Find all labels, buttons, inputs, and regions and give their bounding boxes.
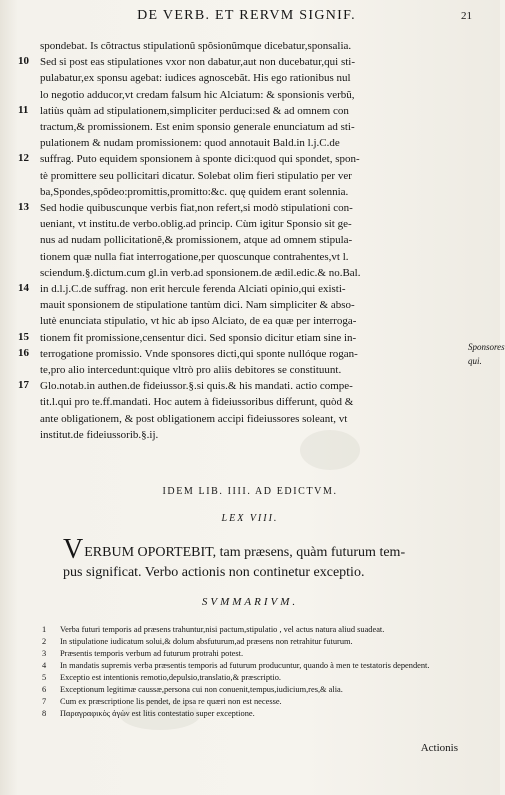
line-number: 17 (18, 379, 29, 392)
running-head-title: DE VERB. ET RERVM SIGNIF. (137, 8, 356, 23)
body-line: tractum,& promissionem. Est enim sponsio generale enunciatum ad sti- (40, 121, 355, 134)
body-line: tit.l.qui pro te.ff.mandati. Hoc autem à fideiussoribus differunt, quòd & (40, 396, 354, 409)
body-line: latiùs quàm ad stipulationem,simpliciter perduci:sed & ad omnem con (40, 104, 349, 117)
summary-item (42, 649, 442, 660)
page-number: 21 (461, 10, 472, 22)
body-line: pulationem & nudam promissionem: quod annotauit Bald.in l.j.C.de (40, 137, 340, 150)
lex-heading: LEX VIII. (221, 513, 279, 524)
drop-initial: V (63, 534, 84, 565)
catchword: Actionis (420, 742, 458, 754)
body-line: spondebat. Is cõtractus stipulationũ spõsionũmque dicebatur,sponsalia. (40, 40, 352, 52)
lex-text-line-1-rest: ERBUM OPORTEBIT, tam præsens, quàm futurum tem- (84, 545, 406, 560)
summary-item-text: Παραγραφικὸς ἀγὼν est litis contestatio super exceptione. (60, 708, 255, 718)
summary-item-number: 2 (42, 636, 47, 646)
lex-text (63, 534, 473, 583)
summary-list (42, 625, 442, 721)
body-line: nus ad nudam pollicitationẽ,& promissionem, atque ad omnem stipula- (40, 234, 353, 247)
body-line: in d.l.j.C.de suffrag. non erit hercule ferenda Alciati opinio,qui existi- (40, 283, 346, 296)
line-number: 10 (18, 55, 29, 68)
summary-item-number: 1 (42, 625, 47, 634)
summary-item (42, 625, 442, 636)
body-line: ueniant, vt institu.de verbo.oblig.ad princip. Cùm igitur Sponsio sit ge- (40, 218, 352, 231)
summary-item-number: 4 (42, 660, 47, 670)
summary-item-text: In mandatis supremis verba præsentis temporis ad futurum producuntur, quando à men te testatoris dependent. (60, 660, 430, 670)
summary-item (42, 709, 442, 720)
body-line: terrogatione promissio. Vnde sponsores dicti,qui sponte nullóque rogan- (40, 347, 358, 360)
summary-item-text: Cum ex præscriptione lis pendet, de ipsa re quæri non est necesse. (60, 696, 282, 706)
summary-item-number: 6 (42, 684, 47, 694)
body-line: lutè enunciata stipulatio, vt hic ab ipso Alciato, de ea quæ per interroga- (40, 315, 357, 328)
summary-item-number: 7 (42, 696, 47, 706)
summary-item-text: Præsentis temporis verbum ad futurum protrahi potest. (60, 648, 244, 658)
body-line: sciendum.§.dictum.cum gl.in verb.ad sponsionem.de ædil.edic.& no.Bal. (40, 266, 361, 279)
line-number: 13 (18, 201, 29, 213)
body-line: institut.de fideiussorib.§.ij. (40, 428, 159, 441)
summary-item-text: Exceptio est intentionis remotio,depulsio,translatio,& præscriptio. (60, 672, 281, 682)
line-number: 16 (18, 346, 29, 359)
body-line: tionem fit promissione,censentur dici. Sed sponsio dicitur etiam sine in- (40, 331, 357, 344)
summarium-title: SVMMARIVM. (201, 596, 299, 608)
body-line: ante obligationem, & post obligationem accipi fideiussores soleant, vt (40, 412, 348, 425)
line-number: 14 (18, 282, 29, 294)
summary-item (42, 661, 442, 672)
running-head (32, 8, 472, 24)
body-line: tionem quæ nulla fiat interrogatione,per quoscunque contrahentes,vt l. (40, 250, 349, 263)
section-heading: IDEM LIB. IIII. AD EDICTVM. (162, 486, 338, 497)
summary-item-text: In stipulatione iudicatum solui,& dolum absfuturum,ad præsens non retrahitur futurum. (60, 636, 353, 646)
body-line: suffrag. Puto equidem sponsionem à sponte dici:quod qui spondet, spon- (40, 153, 360, 166)
body-line: tè promittere seu pollicitari dicatur. Solebat olim fieri stipulatio per ver (40, 169, 352, 182)
body-line: Sed si post eas stipulationes vxor non dabatur,aut non ducebatur,qui sti- (40, 56, 356, 69)
body-line: mauit sponsionem de stipulatione tantùm dici. Nam simpliciter & abso- (40, 299, 355, 312)
summary-item-text: Verba futuri temporis ad præsens trahuntur,nisi pactum,stipulatio , vel actus natura aliud suadeat. (60, 625, 385, 634)
summary-item (42, 637, 442, 648)
summary-item-number: 8 (42, 708, 47, 718)
summary-item-number: 5 (42, 672, 47, 682)
summary-item (42, 685, 442, 696)
body-line: Glo.notab.in authen.de fideiussor.§.si quis.& his mandati. actio compe- (40, 380, 353, 393)
body-line: ba,Spondes,spõdeo:promittis,promitto:&c. quę quidem erant solennia. (40, 185, 349, 198)
line-number: 15 (18, 330, 29, 343)
body-line: Sed hodie quibuscunque verbis fiat,non refert,si modò stipulationi con- (40, 202, 353, 215)
body-line: lo negotio adducor,vt credam falsum hic Alciatum: & sponsionis verbũ, (40, 88, 355, 101)
lex-text-line-2: pus significat. Verbo actionis non continetur exceptio. (63, 565, 365, 580)
margin-note: Sponsores qui. (468, 342, 505, 366)
summary-item-number: 3 (42, 648, 47, 658)
line-number: 12 (18, 152, 29, 165)
body-line: te,pro alio intercedunt:quique vltrò pro aliis debitores se constituunt. (40, 364, 342, 377)
line-number: 11 (18, 103, 29, 116)
body-line: pulabatur,ex sponsu agebat: iudices agnoscebãt. His ego rationibus nul (40, 72, 351, 85)
body-text (40, 38, 460, 443)
summary-item (42, 673, 442, 684)
summary-item-text: Exceptionum legitimæ caussæ,persona cui non conuenit,tempus,iudicium,res,& alia. (60, 684, 343, 694)
summary-item (42, 697, 442, 708)
lex-text-line-1 (63, 534, 473, 565)
